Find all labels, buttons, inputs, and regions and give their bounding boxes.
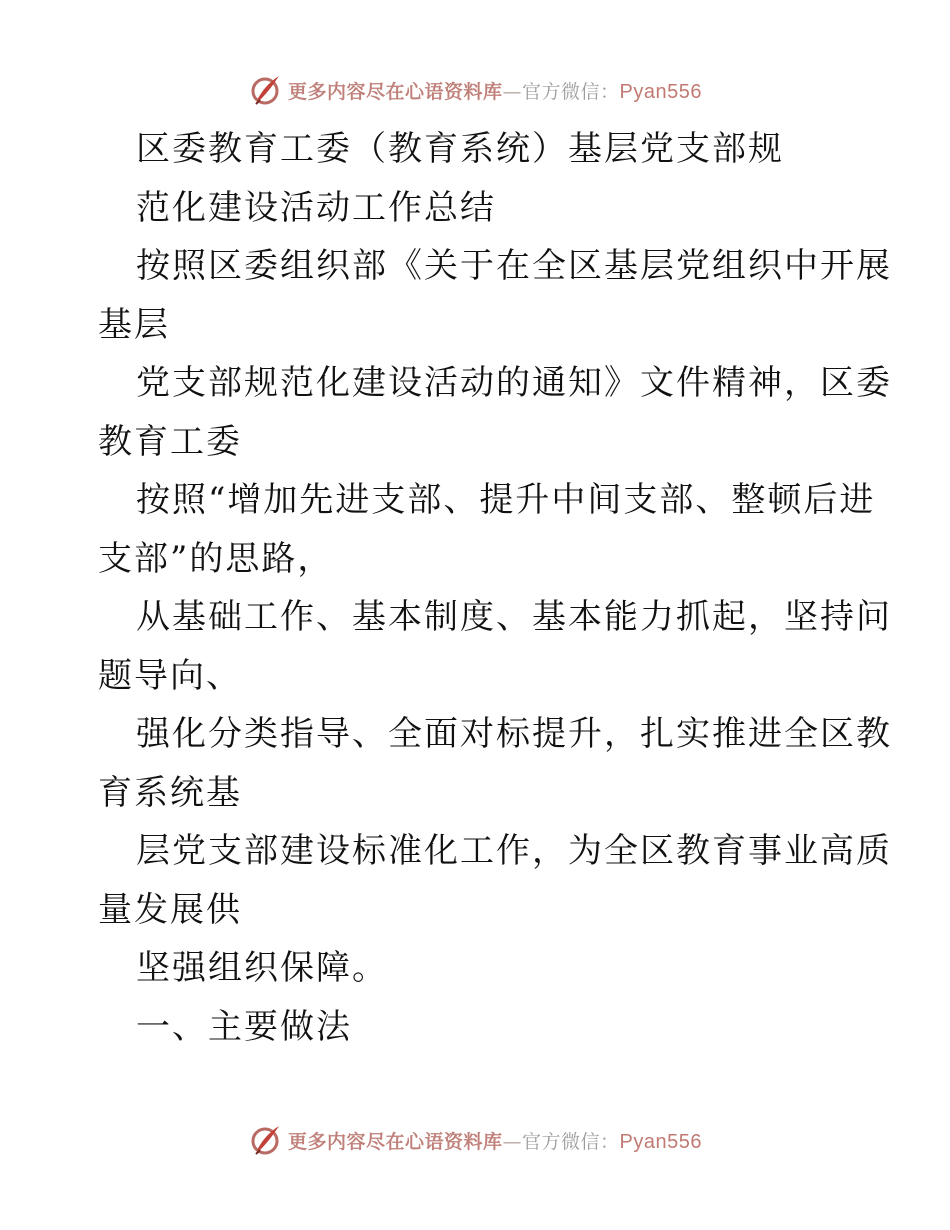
watermark-wechat-id: Pyan556 [619,80,702,103]
paragraph-line: 党支部规范化建设活动的通知》文件精神，区委 [136,363,892,403]
paragraph-line: 量发展供 [98,889,242,930]
watermark-brand: 更多内容尽在心语资料库 [288,80,503,103]
paragraph-line: 基层 [98,304,170,345]
paragraph-line: 按照“增加先进支部、提升中间支部、整顿后进 [136,480,876,520]
title-line-1: 区委教育工委（教育系统）基层党支部规 [136,129,784,169]
paragraph-line: 题导向、 [98,655,242,696]
paragraph-line: 育系统基 [98,772,242,813]
watermark-brand: 更多内容尽在心语资料库 [288,1130,503,1153]
watermark-wechat-label: 官方微信： [522,1130,620,1153]
feather-quill-logo-icon [248,1123,282,1157]
paragraph-line: 支部”的思路， [98,538,334,579]
feather-quill-logo-icon [248,73,282,107]
watermark-wechat-id: Pyan556 [619,1130,702,1153]
document-body [98,120,892,1056]
watermark-text [288,1127,702,1154]
paragraph-line: 层党支部建设标准化工作，为全区教育事业高质 [136,831,892,871]
title-line-2: 范化建设活动工作总结 [136,187,496,228]
paragraph-line: 强化分类指导、全面对标提升，扎实推进全区教 [136,714,892,754]
watermark-dash: — [502,80,523,103]
header-watermark [0,70,950,110]
paragraph-line: 教育工委 [98,421,242,462]
section-heading: 一、主要做法 [136,1006,352,1047]
paragraph-line: 按照区委组织部《关于在全区基层党组织中开展 [136,246,892,286]
paragraph-line: 从基础工作、基本制度、基本能力抓起，坚持问 [136,597,892,637]
watermark-dash: — [502,1130,523,1153]
watermark-wechat-label: 官方微信： [522,80,620,103]
footer-watermark [0,1120,950,1160]
watermark-text [288,77,702,104]
paragraph-line: 坚强组织保障。 [136,948,388,988]
